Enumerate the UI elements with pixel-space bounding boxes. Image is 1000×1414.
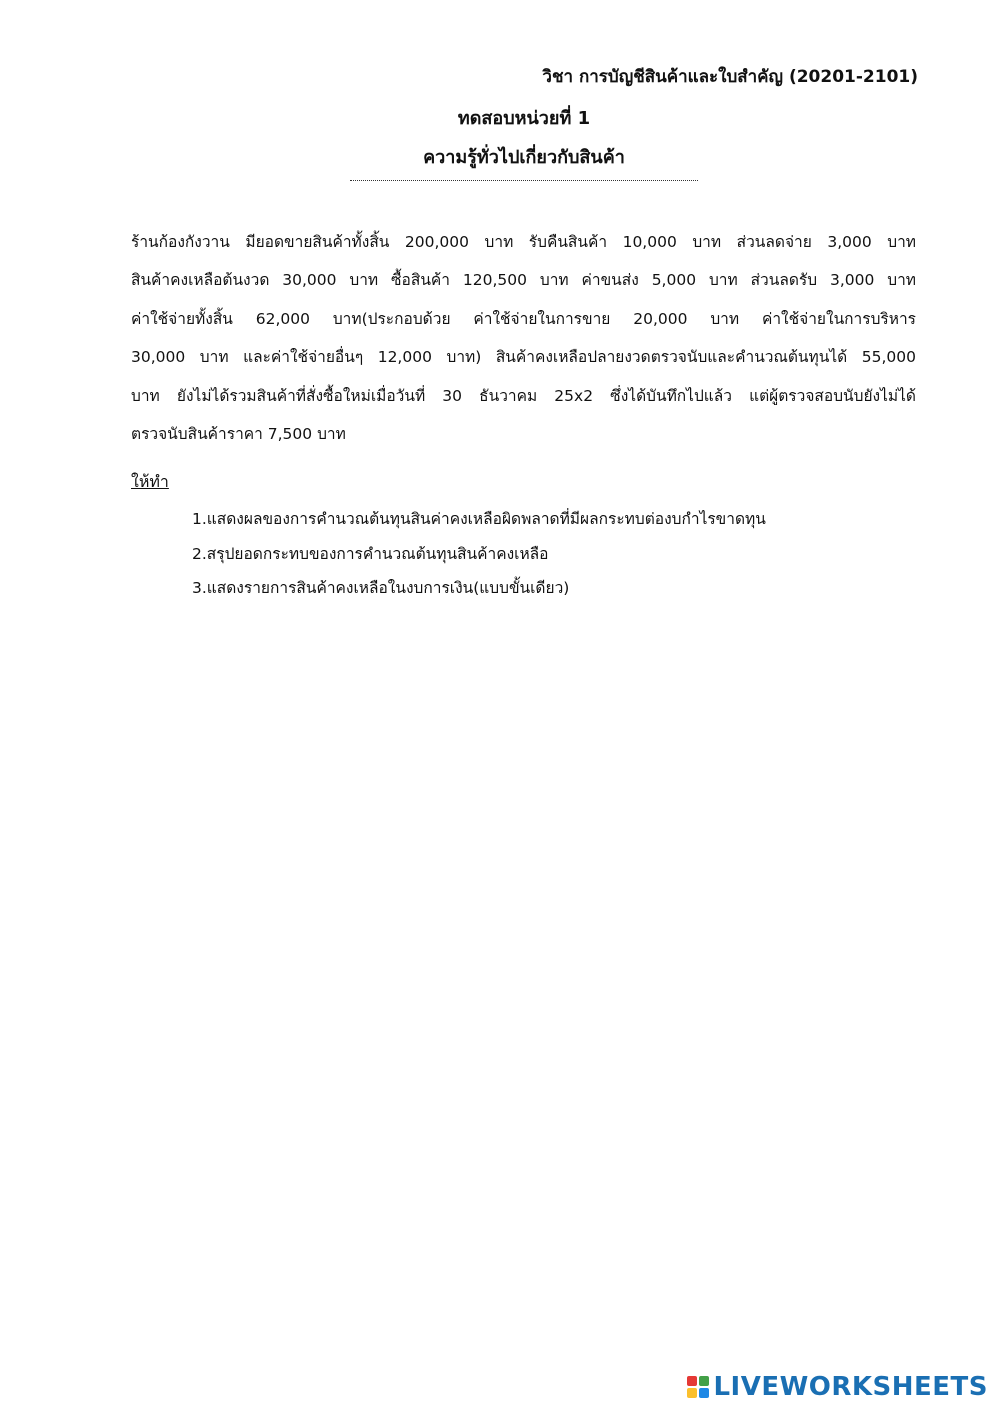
task-item: 1.แสดงผลของการคำนวณต้นทุนสินค่าคงเหลือผิดพลาดที่มีผลกระทบต่องบกำไรขาดทุน xyxy=(192,510,766,528)
problem-paragraph xyxy=(131,226,916,456)
paragraph-line: ตรวจนับสินค้าราคา 7,500 บาท xyxy=(131,424,346,443)
liveworksheets-brand xyxy=(687,1372,988,1402)
task-item: 2.สรุปยอดกระทบของการคำนวณต้นทุนสินค้าคงเหลือ xyxy=(192,544,549,563)
liveworksheets-logo-icon xyxy=(687,1376,709,1398)
liveworksheets-wordmark: LIVEWORKSHEETS xyxy=(713,1372,988,1402)
subject-line: วิชา การบัญชีสินค้าและใบสำคัญ (20201-2101) xyxy=(542,67,918,87)
test-unit-title: ทดสอบหน่วยที่ 1 xyxy=(457,108,591,129)
paragraph-line: ค่าใช้จ่ายทั้งสิ้น 62,000 บาท(ประกอบด้วย ค่าใช้จ่ายในการขาย 20,000 บาท ค่าใช้จ่ายในการบริหาร xyxy=(131,309,916,328)
task-list xyxy=(192,504,766,608)
paragraph-line: ร้านก้องกังวาน มียอดขายสินค้าทั้งสิ้น 200,000 บาท รับคืนสินค้า 10,000 บาท ส่วนลดจ่าย 3,000 บาท xyxy=(131,233,916,251)
logo-square-green xyxy=(699,1376,709,1386)
logo-square-red xyxy=(687,1376,697,1386)
paragraph-line: บาท ยังไม่ได้รวมสินค้าที่สั่งซื้อใหม่เมื่อวันที่ 30 ธันวาคม 25x2 ซึ่งได้บันทึกไปแล้ว แต่ผู้ตรวจสอบนับยังไม่ได้ xyxy=(131,386,916,405)
logo-square-blue xyxy=(699,1388,709,1398)
instructions-heading: ให้ทำ xyxy=(131,472,169,491)
paragraph-line: 30,000 บาท และค่าใช้จ่ายอื่นๆ 12,000 บาท) สินค้าคงเหลือปลายงวดตรวจนับและคำนวณต้นทุนได้ 55,000 xyxy=(131,348,916,367)
task-item: 3.แสดงรายการสินค้าคงเหลือในงบการเงิน(แบบขั้นเดียว) xyxy=(192,579,570,597)
dotted-separator xyxy=(350,180,698,181)
topic-title: ความรู้ทั่วไปเกี่ยวกับสินค้า xyxy=(423,147,625,168)
logo-square-yellow xyxy=(687,1388,697,1398)
paragraph-line: สินค้าคงเหลือต้นงวด 30,000 บาท ซื้อสินค้า 120,500 บาท ค่าขนส่ง 5,000 บาท ส่วนลดรับ 3,000 บาท xyxy=(131,271,916,290)
